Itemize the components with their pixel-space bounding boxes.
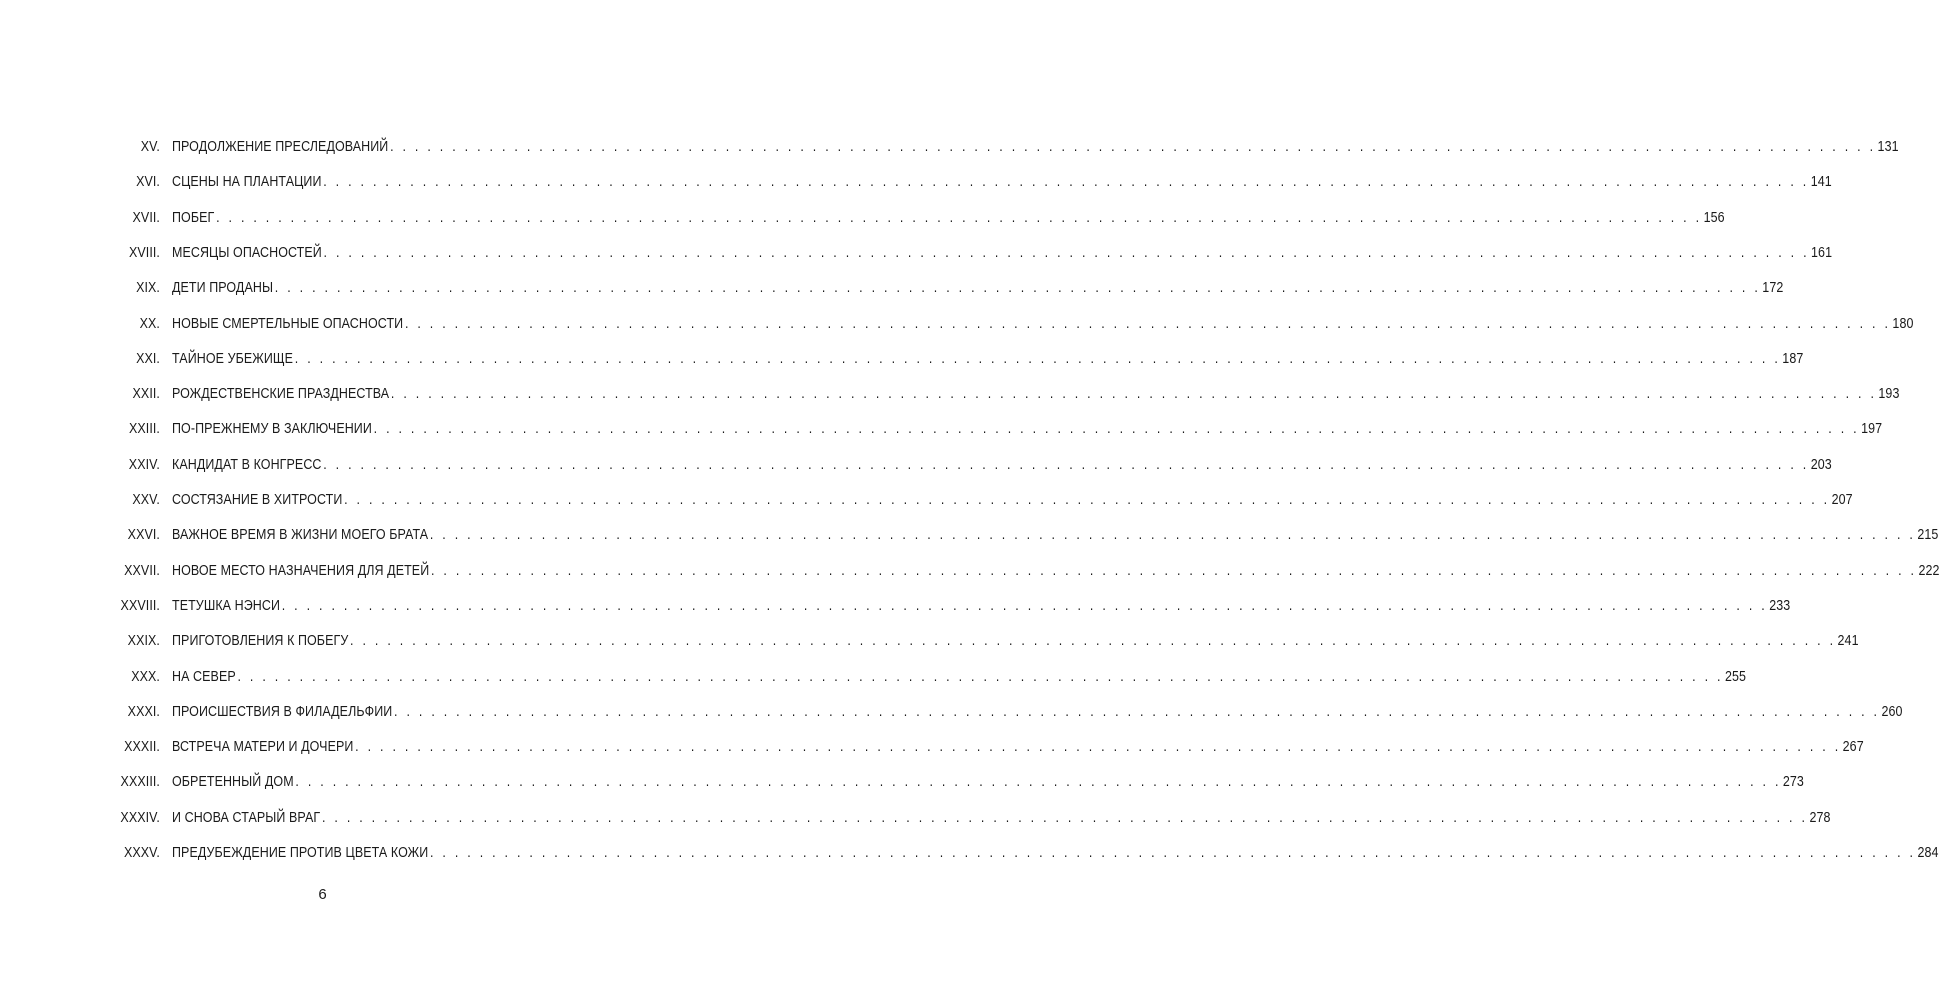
chapter-number: XXII. — [132, 386, 160, 403]
chapter-number: XVII. — [132, 209, 160, 226]
toc-entry-line — [172, 559, 1940, 583]
dot-leader: . . . . . . . . . . . . . . . . . . . . . . . . . . . . . . . . . . . . . . . . . . . . . . . . . . . . . . . . . . . . . . . . . . . . . . . . . . . . . . . . . . . . . . . . . . . . . . . . . . . . . . . . . . . . . . . . . . . . . . . . — [429, 845, 1916, 861]
toc-entry-line — [172, 417, 1883, 441]
chapter-title: ТАЙНОЕ УБЕЖИЩЕ — [172, 350, 294, 367]
dot-leader: . . . . . . . . . . . . . . . . . . . . . . . . . . . . . . . . . . . . . . . . . . . . . . . . . . . . . . . . . . . . . . . . . . . . . . . . . . . . . . . . . . . . . . . . . . . . . . . . . . . . . . . . . . . . . . . . . . . . . . . . — [390, 386, 1877, 403]
toc-entry-line — [172, 312, 1914, 336]
toc-entry-line — [172, 453, 1832, 477]
chapter-page-number: 141 — [1810, 174, 1832, 191]
chapter-title: ВСТРЕЧА МАТЕРИ И ДОЧЕРИ — [172, 739, 354, 756]
dot-leader: . . . . . . . . . . . . . . . . . . . . . . . . . . . . . . . . . . . . . . . . . . . . . . . . . . . . . . . . . . . . . . . . . . . . . . . . . . . . . . . . . . . . . . . . . . . . . . . . . . . . . . . . . . . . . . . . . . . . . . . . — [294, 350, 1781, 367]
chapter-page-number: 241 — [1837, 633, 1859, 650]
toc-entry-line — [172, 382, 1900, 406]
chapter-number: XX. — [139, 315, 160, 332]
chapter-title: ОБРЕТЕННЫЙ ДОМ — [172, 774, 294, 791]
toc-entry — [0, 594, 1791, 618]
dot-leader: . . . . . . . . . . . . . . . . . . . . . . . . . . . . . . . . . . . . . . . . . . . . . . . . . . . . . . . . . . . . . . . . . . . . . . . . . . . . . . . . . . . . . . . . . . . . . . . . . . . . . . . . . . . . . . . . . . . . . . . . — [350, 633, 1836, 650]
chapter-number: XXVIII. — [120, 597, 160, 614]
chapter-page-number: 278 — [1809, 809, 1831, 826]
chapter-number: XVI. — [136, 174, 160, 191]
toc-entry-line — [172, 629, 1859, 653]
chapter-page-number: 131 — [1877, 139, 1899, 155]
dot-leader: . . . . . . . . . . . . . . . . . . . . . . . . . . . . . . . . . . . . . . . . . . . . . . . . . . . . . . . . . . . . . . . . . . . . . . . . . . . . . . . . . . . . . . . . . . . . . . . . . . . . . . . . . . . . . . . . . . . . . . . . — [394, 703, 1880, 720]
chapter-page-number: 284 — [1917, 845, 1939, 861]
toc-entry-line — [172, 770, 1804, 794]
dot-leader: . . . . . . . . . . . . . . . . . . . . . . . . . . . . . . . . . . . . . . . . . . . . . . . . . . . . . . . . . . . . . . . . . . . . . . . . . . . . . . . . . . . . . . . . . . . . . . . . . . . . . . . . . . . . . . . . . . . . . . . . — [355, 739, 1841, 756]
chapter-title: КАНДИДАТ В КОНГРЕСС — [172, 456, 322, 473]
toc-entry-line — [172, 135, 1899, 159]
chapter-page-number: 233 — [1769, 597, 1791, 614]
chapter-title: НОВЫЕ СМЕРТЕЛЬНЫЕ ОПАСНОСТИ — [172, 315, 404, 332]
chapter-title: НА СЕВЕР — [172, 668, 236, 685]
chapter-title: ТЕТУШКА НЭНСИ — [172, 597, 281, 614]
chapter-number: XVIII. — [128, 244, 160, 261]
chapter-page-number: 197 — [1861, 421, 1883, 438]
chapter-title: СОСТЯЗАНИЕ В ХИТРОСТИ — [172, 492, 343, 508]
chapter-number: XXIX. — [127, 633, 160, 650]
toc-entry-line — [172, 735, 1864, 759]
dot-leader: . . . . . . . . . . . . . . . . . . . . . . . . . . . . . . . . . . . . . . . . . . . . . . . . . . . . . . . . . . . . . . . . . . . . . . . . . . . . . . . . . . . . . . . . . . . . . . . . . . . . . . . . . . . . . . . . . . . . . . . . — [216, 209, 1702, 226]
dot-leader: . . . . . . . . . . . . . . . . . . . . . . . . . . . . . . . . . . . . . . . . . . . . . . . . . . . . . . . . . . . . . . . . . . . . . . . . . . . . . . . . . . . . . . . . . . . . . . . . . . . . . . . . . . . . . . . . . . . . . . . . — [321, 809, 1808, 826]
toc-entry — [0, 488, 1853, 512]
chapter-page-number: 193 — [1878, 386, 1900, 403]
chapter-number: XXXII. — [124, 739, 160, 756]
toc-entry — [0, 382, 1900, 406]
toc-entry — [0, 665, 1747, 689]
chapter-page-number: 273 — [1782, 774, 1804, 791]
toc-entry-line — [172, 665, 1747, 689]
chapter-number: XXI. — [136, 350, 160, 367]
chapter-title: ПО-ПРЕЖНЕМУ В ЗАКЛЮЧЕНИИ — [172, 421, 372, 438]
chapter-number: XXIII. — [128, 421, 160, 438]
toc-entry — [0, 523, 1939, 547]
chapter-page-number: 207 — [1831, 492, 1853, 508]
chapter-title: И СНОВА СТАРЫЙ ВРАГ — [172, 809, 321, 826]
toc-entry — [0, 770, 1804, 794]
toc-entry — [0, 206, 1725, 230]
chapter-page-number: 255 — [1724, 668, 1747, 685]
toc-entry-line — [172, 841, 1939, 865]
chapter-page-number: 222 — [1918, 562, 1940, 579]
dot-leader: . . . . . . . . . . . . . . . . . . . . . . . . . . . . . . . . . . . . . . . . . . . . . . . . . . . . . . . . . . . . . . . . . . . . . . . . . . . . . . . . . . . . . . . . . . . . . . . . . . . . . . . . . . . . . . . . . . . . . . . . — [323, 456, 1810, 473]
chapter-number: XXX. — [131, 668, 160, 685]
page-number: 6 — [318, 886, 327, 903]
dot-leader: . . . . . . . . . . . . . . . . . . . . . . . . . . . . . . . . . . . . . . . . . . . . . . . . . . . . . . . . . . . . . . . . . . . . . . . . . . . . . . . . . . . . . . . . . . . . . . . . . . . . . . . . . . . . . . . . . . . . . . . . — [373, 421, 1860, 438]
toc-entry — [0, 347, 1804, 371]
toc-entry — [0, 700, 1903, 724]
toc-entry-line — [172, 806, 1831, 830]
toc-entry — [0, 417, 1883, 441]
toc-entry-line — [172, 700, 1903, 724]
chapter-title: ПРОИСШЕСТВИЯ В ФИЛАДЕЛЬФИИ — [172, 703, 393, 720]
dot-leader: . . . . . . . . . . . . . . . . . . . . . . . . . . . . . . . . . . . . . . . . . . . . . . . . . . . . . . . . . . . . . . . . . . . . . . . . . . . . . . . . . . . . . . . . . . . . . . . . . . . . . . . . . . . . . . . . . . . . . . . . — [237, 668, 1724, 685]
dot-leader: . . . . . . . . . . . . . . . . . . . . . . . . . . . . . . . . . . . . . . . . . . . . . . . . . . . . . . . . . . . . . . . . . . . . . . . . . . . . . . . . . . . . . . . . . . . . . . . . . . . . . . . . . . . . . . . . . . . . . . . . — [430, 562, 1917, 579]
chapter-page-number: 172 — [1762, 280, 1784, 297]
chapter-number: XXXV. — [123, 845, 160, 861]
toc-entry — [0, 559, 1940, 583]
chapter-title: ВАЖНОЕ ВРЕМЯ В ЖИЗНИ МОЕГО БРАТА — [172, 527, 429, 544]
chapter-number: XV. — [140, 139, 160, 155]
toc-entry-line — [172, 523, 1939, 547]
toc-entry — [0, 276, 1784, 300]
toc-entry-line — [172, 206, 1725, 230]
chapter-number: XXVII. — [124, 562, 160, 579]
chapter-page-number: 203 — [1810, 456, 1832, 473]
toc-entry-line — [172, 488, 1853, 512]
dot-leader: . . . . . . . . . . . . . . . . . . . . . . . . . . . . . . . . . . . . . . . . . . . . . . . . . . . . . . . . . . . . . . . . . . . . . . . . . . . . . . . . . . . . . . . . . . . . . . . . . . . . . . . . . . . . . . . . . . . . . . . . — [404, 315, 1891, 332]
chapter-number: XXXI. — [127, 703, 160, 720]
chapter-title: НОВОЕ МЕСТО НАЗНАЧЕНИЯ ДЛЯ ДЕТЕЙ — [172, 562, 430, 579]
dot-leader: . . . . . . . . . . . . . . . . . . . . . . . . . . . . . . . . . . . . . . . . . . . . . . . . . . . . . . . . . . . . . . . . . . . . . . . . . . . . . . . . . . . . . . . . . . . . . . . . . . . . . . . . . . . . . . . . . . . . . . . . — [274, 280, 1761, 297]
toc-entry — [0, 135, 1899, 159]
chapter-page-number: 161 — [1811, 244, 1833, 261]
chapter-title: ПРОДОЛЖЕНИЕ ПРЕСЛЕДОВАНИЙ — [172, 139, 389, 155]
toc-entry-line — [172, 241, 1833, 265]
dot-leader: . . . . . . . . . . . . . . . . . . . . . . . . . . . . . . . . . . . . . . . . . . . . . . . . . . . . . . . . . . . . . . . . . . . . . . . . . . . . . . . . . . . . . . . . . . . . . . . . . . . . . . . . . . . . . . . . . . . . . . . . — [390, 139, 1876, 155]
toc-entry — [0, 629, 1859, 653]
chapter-title: МЕСЯЦЫ ОПАСНОСТЕЙ — [172, 244, 322, 261]
toc-entry-line — [172, 170, 1832, 194]
chapter-number: XXVI. — [127, 527, 160, 544]
toc-entry — [0, 170, 1832, 194]
chapter-number: XXIV. — [128, 456, 160, 473]
chapter-page-number: 187 — [1782, 350, 1804, 367]
chapter-number: XXXIV. — [120, 809, 160, 826]
toc-entry-line — [172, 594, 1791, 618]
dot-leader: . . . . . . . . . . . . . . . . . . . . . . . . . . . . . . . . . . . . . . . . . . . . . . . . . . . . . . . . . . . . . . . . . . . . . . . . . . . . . . . . . . . . . . . . . . . . . . . . . . . . . . . . . . . . . . . . . . . . . . . . — [281, 597, 1768, 614]
toc-entry-line — [172, 276, 1784, 300]
chapter-page-number: 260 — [1881, 703, 1903, 720]
toc-entry-line — [172, 347, 1804, 371]
chapter-page-number: 156 — [1703, 209, 1725, 226]
chapter-title: СЦЕНЫ НА ПЛАНТАЦИИ — [172, 174, 322, 191]
chapter-title: РОЖДЕСТВЕНСКИЕ ПРАЗДНЕСТВА — [172, 386, 390, 403]
chapter-page-number: 267 — [1842, 739, 1864, 756]
toc-entry — [0, 735, 1864, 759]
dot-leader: . . . . . . . . . . . . . . . . . . . . . . . . . . . . . . . . . . . . . . . . . . . . . . . . . . . . . . . . . . . . . . . . . . . . . . . . . . . . . . . . . . . . . . . . . . . . . . . . . . . . . . . . . . . . . . . . . . . . . . . . — [295, 774, 1782, 791]
chapter-title: ПРИГОТОВЛЕНИЯ К ПОБЕГУ — [172, 633, 349, 650]
chapter-page-number: 215 — [1917, 527, 1939, 544]
chapter-page-number: 180 — [1892, 315, 1914, 332]
dot-leader: . . . . . . . . . . . . . . . . . . . . . . . . . . . . . . . . . . . . . . . . . . . . . . . . . . . . . . . . . . . . . . . . . . . . . . . . . . . . . . . . . . . . . . . . . . . . . . . . . . . . . . . . . . . . . . . . . . . . . . . . — [344, 492, 1830, 508]
dot-leader: . . . . . . . . . . . . . . . . . . . . . . . . . . . . . . . . . . . . . . . . . . . . . . . . . . . . . . . . . . . . . . . . . . . . . . . . . . . . . . . . . . . . . . . . . . . . . . . . . . . . . . . . . . . . . . . . . . . . . . . . — [323, 174, 1810, 191]
dot-leader: . . . . . . . . . . . . . . . . . . . . . . . . . . . . . . . . . . . . . . . . . . . . . . . . . . . . . . . . . . . . . . . . . . . . . . . . . . . . . . . . . . . . . . . . . . . . . . . . . . . . . . . . . . . . . . . . . . . . . . . . — [429, 527, 1916, 544]
chapter-title: ДЕТИ ПРОДАНЫ — [172, 280, 274, 297]
chapter-number: XXXIII. — [120, 774, 160, 791]
chapter-title: ПРЕДУБЕЖДЕНИЕ ПРОТИВ ЦВЕТА КОЖИ — [172, 845, 429, 861]
chapter-title: ПОБЕГ — [172, 209, 215, 226]
toc-entry — [0, 453, 1832, 477]
chapter-number: XIX. — [136, 280, 160, 297]
toc-entry — [0, 806, 1831, 830]
dot-leader: . . . . . . . . . . . . . . . . . . . . . . . . . . . . . . . . . . . . . . . . . . . . . . . . . . . . . . . . . . . . . . . . . . . . . . . . . . . . . . . . . . . . . . . . . . . . . . . . . . . . . . . . . . . . . . . . . . . . . . . . — [323, 244, 1810, 261]
chapter-number: XXV. — [132, 492, 160, 508]
toc-entry — [0, 312, 1914, 336]
toc-entry — [0, 241, 1833, 265]
toc-entry — [0, 841, 1939, 865]
